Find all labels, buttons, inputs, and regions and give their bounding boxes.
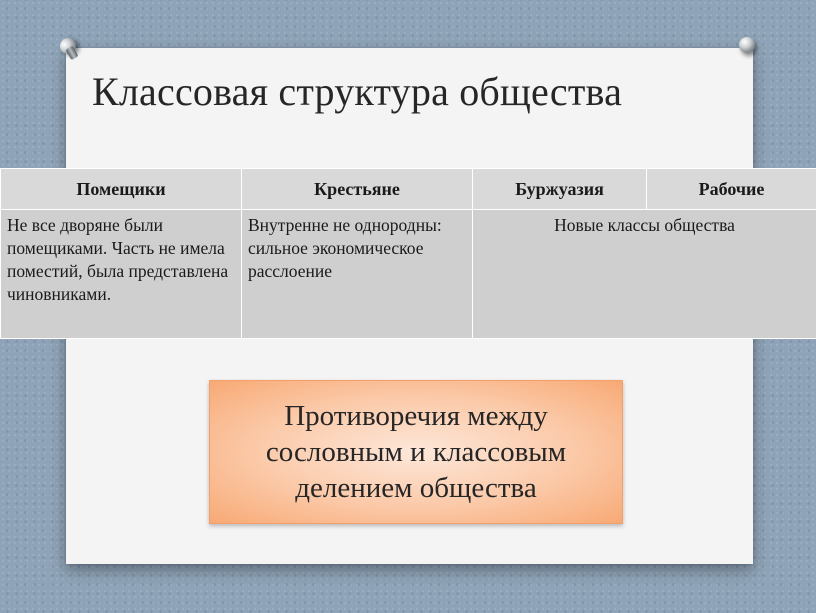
header-workers: Рабочие bbox=[647, 169, 816, 210]
slide-title: Классовая структура общества bbox=[92, 69, 623, 114]
class-structure-table bbox=[0, 168, 816, 339]
pushpin-icon bbox=[57, 35, 79, 57]
cell-bourgeoisie-workers: Новые классы общества bbox=[473, 210, 816, 339]
table-header-row bbox=[1, 169, 816, 210]
pushpin-icon bbox=[739, 37, 755, 53]
contradictions-callout: Противоречия между сословным и классовым делением общества bbox=[209, 380, 623, 524]
header-peasants: Крестьяне bbox=[242, 169, 473, 210]
header-landowners: Помещики bbox=[1, 169, 242, 210]
header-bourgeoisie: Буржуазия bbox=[473, 169, 647, 210]
cell-landowners: Не все дворяне были помещиками. Часть не имела поместий, была представлена чиновниками. bbox=[1, 210, 242, 339]
table-row bbox=[1, 210, 816, 339]
cell-peasants: Внутренне не однородны: сильное экономическое расслоение bbox=[242, 210, 473, 339]
